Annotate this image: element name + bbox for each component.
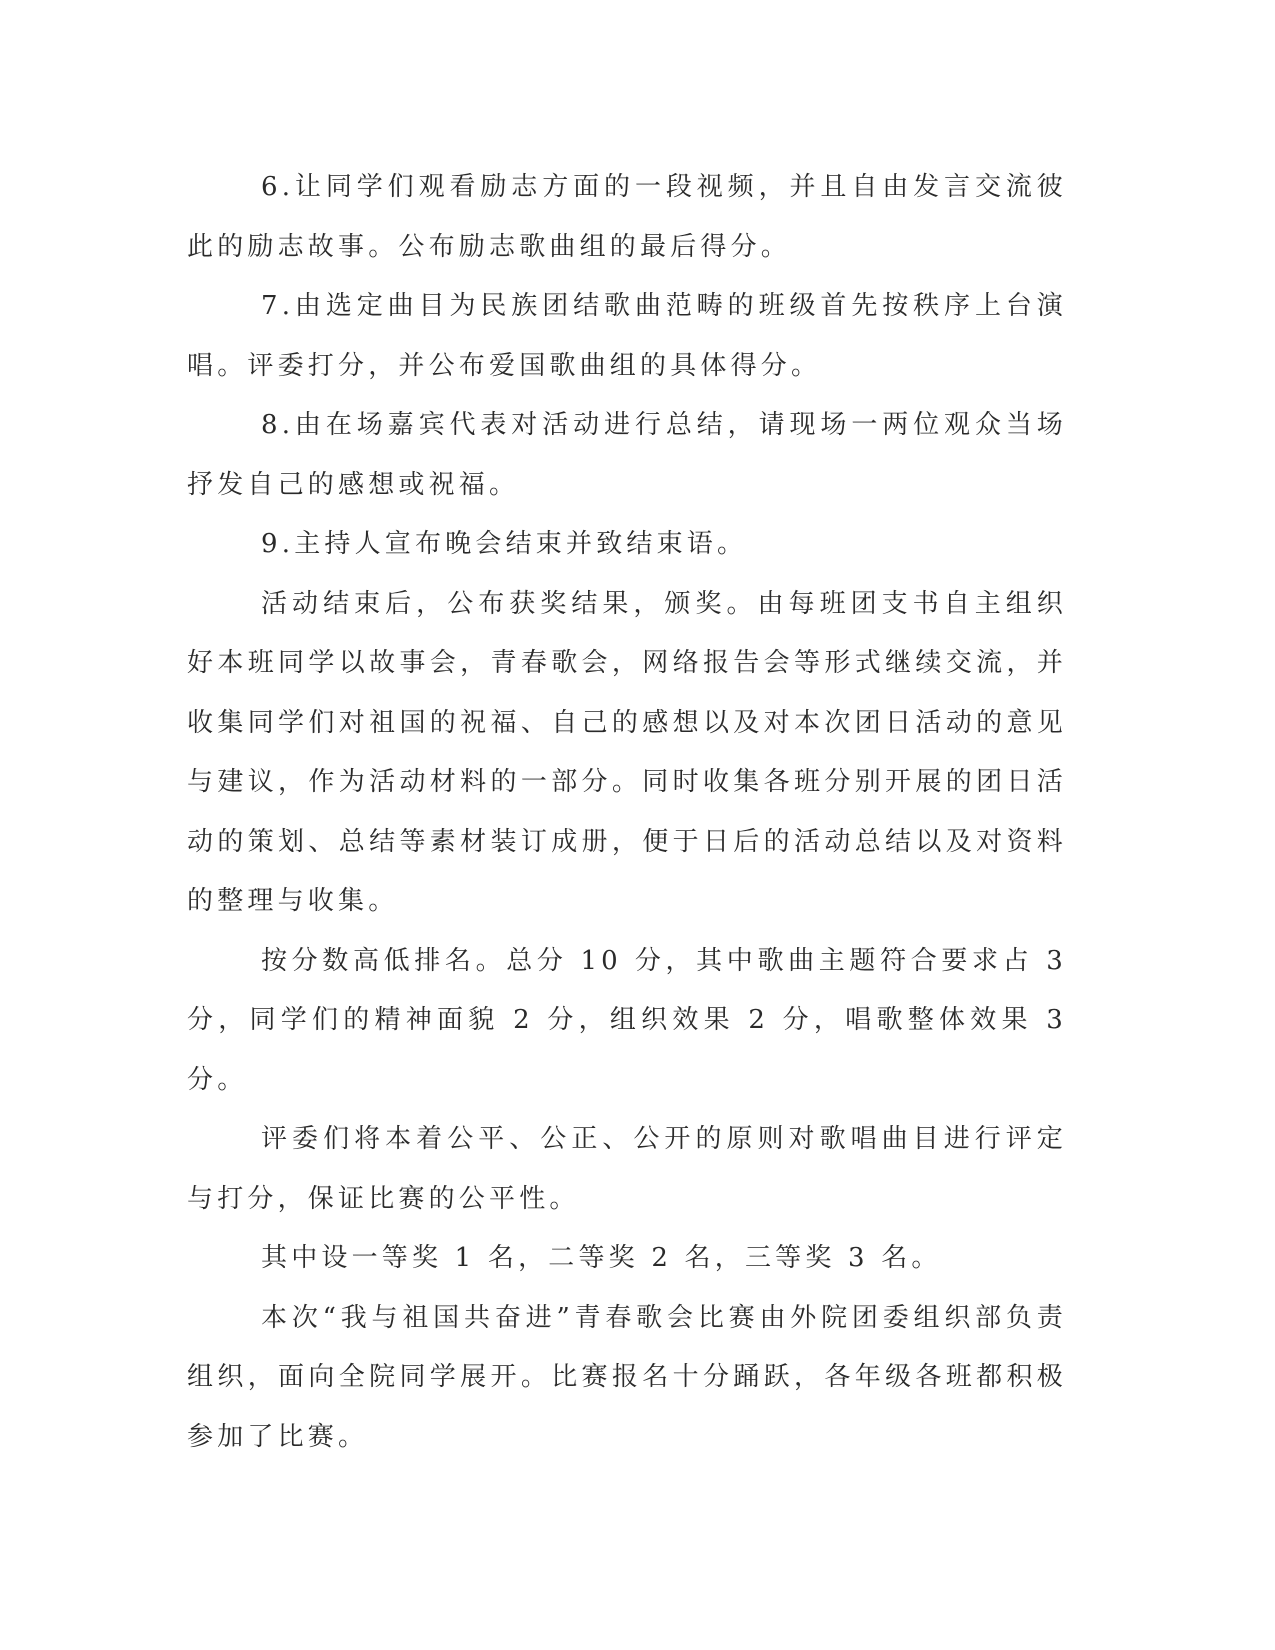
paragraph-6: 6.让同学们观看励志方面的一段视频，并且自由发言交流彼此的励志故事。公布励志歌曲组的最后得分。: [187, 172, 1067, 262]
document-body: [187, 158, 1067, 1467]
paragraph-judging: 评委们将本着公平、公正、公开的原则对歌唱曲目进行评定与打分，保证比赛的公平性。: [187, 1124, 1067, 1214]
paragraph-9: 9.主持人宣布晚会结束并致结束语。: [261, 529, 748, 559]
paragraph-awards: 其中设一等奖 1 名，二等奖 2 名，三等奖 3 名。: [261, 1243, 942, 1273]
paragraph-scoring: 按分数高低排名。总分 10 分，其中歌曲主题符合要求占 3 分，同学们的精神面貌 2 分，组织效果 2 分，唱歌整体效果 3 分。: [187, 945, 1067, 1095]
paragraph-7: 7.由选定曲目为民族团结歌曲范畴的班级首先按秩序上台演唱。评委打分，并公布爱国歌曲组的具体得分。: [187, 291, 1067, 381]
paragraph-8: 8.由在场嘉宾代表对活动进行总结，请现场一两位观众当场抒发自己的感想或祝福。: [187, 410, 1067, 500]
paragraph-summary: 本次“我与祖国共奋进”青春歌会比赛由外院团委组织部负责组织，面向全院同学展开。比赛报名十分踊跃，各年级各班都积极参加了比赛。: [187, 1302, 1067, 1452]
paragraph-after-event: 活动结束后，公布获奖结果，颁奖。由每班团支书自主组织好本班同学以故事会，青春歌会，网络报告会等形式继续交流，并收集同学们对祖国的祝福、自己的感想以及对本次团日活动的意见与建议，作为活动材料的一部分。同时收集各班分别开展的团日活动的策划、总结等素材装订成册，便于日后的活动总结以及对资料的整理与收集。: [187, 588, 1067, 916]
